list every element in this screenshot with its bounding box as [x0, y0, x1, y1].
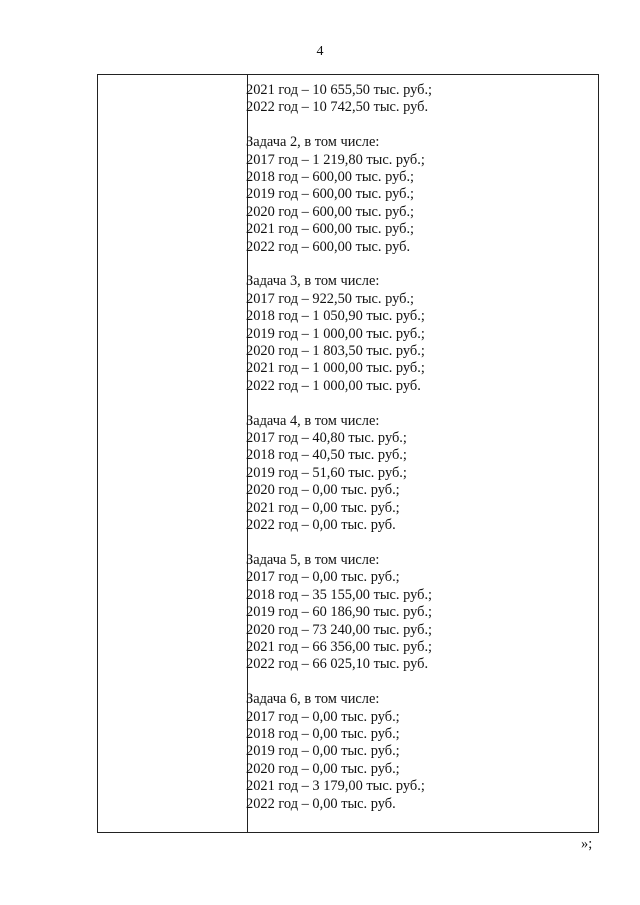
funding-line: 2020 год – 600,00 тыс. руб.;: [246, 203, 415, 220]
funding-line: 2022 год – 66 025,10 тыс. руб.: [246, 656, 429, 673]
funding-line: 2017 год – 922,50 тыс. руб.;: [246, 290, 415, 307]
funding-line: 2022 год – 600,00 тыс. руб.: [246, 238, 411, 255]
task-heading: Задача 4, в том числе:: [246, 412, 380, 429]
funding-line: 2021 год – 0,00 тыс. руб.;: [246, 499, 400, 516]
task-5-group: [246, 552, 432, 674]
funding-line: 2018 год – 35 155,00 тыс. руб.;: [246, 586, 433, 603]
task-6-group: [246, 691, 432, 813]
funding-line: 2022 год – 0,00 тыс. руб.: [246, 795, 396, 812]
task-heading: Задача 6, в том числе:: [246, 691, 380, 708]
funding-line: 2021 год – 10 655,50 тыс. руб.;: [246, 82, 433, 98]
table-right-cell: [248, 75, 598, 840]
funding-line: 2019 год – 0,00 тыс. руб.;: [246, 743, 400, 760]
funding-line: 2017 год – 0,00 тыс. руб.;: [246, 569, 400, 586]
funding-line: 2017 год – 0,00 тыс. руб.;: [246, 708, 400, 725]
task-heading: Задача 3, в том числе:: [246, 273, 380, 290]
funding-line: 2020 год – 0,00 тыс. руб.;: [246, 482, 400, 499]
table-left-cell: [98, 75, 248, 832]
funding-line: 2017 год – 40,80 тыс. руб.;: [246, 430, 407, 447]
funding-line: 2017 год – 1 219,80 тыс. руб.;: [246, 151, 425, 168]
funding-line: 2019 год – 60 186,90 тыс. руб.;: [246, 604, 433, 621]
task-3-group: [246, 273, 432, 395]
page-number: 4: [316, 44, 324, 59]
funding-line: 2022 год – 1 000,00 тыс. руб.: [246, 377, 421, 394]
funding-text: [246, 82, 432, 830]
funding-line: 2020 год – 73 240,00 тыс. руб.;: [246, 621, 433, 638]
funding-line: 2019 год – 600,00 тыс. руб.;: [246, 186, 415, 203]
funding-line: 2019 год – 1 000,00 тыс. руб.;: [246, 325, 425, 342]
funding-line: 2018 год – 40,50 тыс. руб.;: [246, 447, 407, 464]
funding-line: 2018 год – 0,00 тыс. руб.;: [246, 725, 400, 742]
funding-line: 2019 год – 51,60 тыс. руб.;: [246, 464, 407, 481]
funding-line: 2018 год – 1 050,90 тыс. руб.;: [246, 308, 425, 325]
intro-group: [246, 82, 432, 117]
funding-line: 2021 год – 66 356,00 тыс. руб.;: [246, 638, 433, 655]
task-heading: Задача 2, в том числе:: [246, 134, 380, 151]
funding-line: 2020 год – 0,00 тыс. руб.;: [246, 760, 400, 777]
funding-line: 2022 год – 0,00 тыс. руб.: [246, 517, 396, 534]
funding-line: 2021 год – 600,00 тыс. руб.;: [246, 221, 415, 238]
task-4-group: [246, 413, 432, 535]
task-2-group: [246, 134, 432, 256]
funding-line: 2021 год – 1 000,00 тыс. руб.;: [246, 360, 425, 377]
closing-quote-mark: »;: [581, 836, 593, 852]
funding-line: 2022 год – 10 742,50 тыс. руб.: [246, 99, 429, 116]
funding-line: 2020 год – 1 803,50 тыс. руб.;: [246, 343, 425, 360]
funding-line: 2018 год – 600,00 тыс. руб.;: [246, 169, 415, 186]
funding-line: 2021 год – 3 179,00 тыс. руб.;: [246, 778, 425, 795]
funding-table: [97, 74, 599, 833]
task-heading: Задача 5, в том числе:: [246, 551, 380, 568]
